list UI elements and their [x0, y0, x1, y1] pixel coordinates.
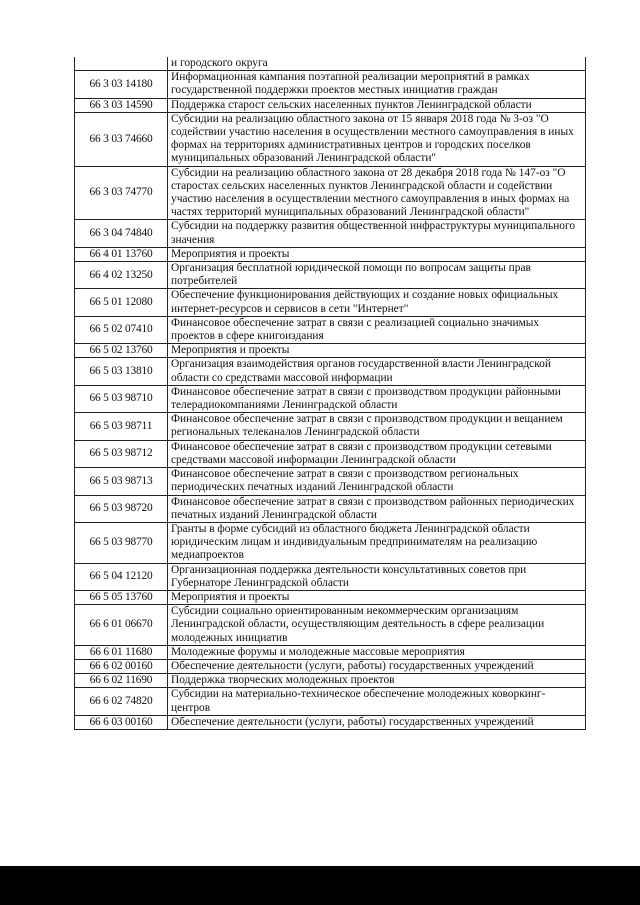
description-cell: Обеспечение деятельности (услуги, работы) государственных учреждений — [168, 659, 586, 673]
description-cell: Финансовое обеспечение затрат в связи с производством продукции сетевыми средствами массовой информации Ленинградской области — [168, 440, 586, 467]
description-cell: Поддержка творческих молодежных проектов — [168, 674, 586, 688]
description-cell: Мероприятия и проекты — [168, 590, 586, 604]
code-cell: 66 4 01 13760 — [75, 247, 168, 261]
table-row — [75, 385, 586, 412]
table-row — [75, 674, 586, 688]
table-row — [75, 413, 586, 440]
budget-codes-table — [74, 57, 586, 730]
code-cell: 66 5 01 12080 — [75, 289, 168, 316]
description-cell: Организация взаимодействия органов государственной власти Ленинградской области со средствами массовой информации — [168, 358, 586, 385]
description-cell: Финансовое обеспечение затрат в связи с производством районных периодических печатных изданий Ленинградской области — [168, 495, 586, 522]
code-cell: 66 4 02 13250 — [75, 262, 168, 289]
description-cell: Финансовое обеспечение затрат в связи с производством региональных периодических печатных изданий Ленинградской области — [168, 468, 586, 495]
code-cell: 66 5 05 13760 — [75, 590, 168, 604]
table-row — [75, 590, 586, 604]
code-cell: 66 6 01 11680 — [75, 645, 168, 659]
description-cell: Организация бесплатной юридической помощи по вопросам защиты прав потребителей — [168, 262, 586, 289]
description-cell: Субсидии на материально-техническое обеспечение молодежных коворкинг-центров — [168, 688, 586, 715]
code-cell: 66 5 03 98712 — [75, 440, 168, 467]
table-row — [75, 71, 586, 98]
description-cell: Гранты в форме субсидий из областного бюджета Ленинградской области юридическим лицам и индивидуальным предпринимателям на реализацию медиапроектов — [168, 522, 586, 563]
table-row — [75, 563, 586, 590]
description-cell: Обеспечение функционирования действующих и создание новых официальных интернет-ресурсов и сервисов в сети "Интернет" — [168, 289, 586, 316]
description-cell: Субсидии на реализацию областного закона от 28 декабря 2018 года № 147-оз "О старостах сельских населенных пунктов Ленинградской области и содействии участию населения в осуществлении местного самоуправления в иных формах на частях территорий муниципальных образований Ленинградской области" — [168, 166, 586, 220]
code-cell: 66 3 04 74840 — [75, 220, 168, 247]
code-cell: 66 5 03 98720 — [75, 495, 168, 522]
code-cell: 66 5 03 13810 — [75, 358, 168, 385]
description-cell: Обеспечение деятельности (услуги, работы) государственных учреждений — [168, 715, 586, 729]
description-cell: Субсидии на реализацию областного закона от 15 января 2018 года № 3-оз "О содействии участию населения в осуществлении местного самоуправления в иных формах на территориях административных центров и городских поселков муниципальных образований Ленинградской области" — [168, 112, 586, 166]
code-cell: 66 6 01 06670 — [75, 605, 168, 646]
description-cell: Финансовое обеспечение затрат в связи с производством продукции и вещанием региональных телеканалов Ленинградской области — [168, 413, 586, 440]
code-cell: 66 5 03 98711 — [75, 413, 168, 440]
description-cell: Мероприятия и проекты — [168, 247, 586, 261]
code-cell: 66 5 02 07410 — [75, 316, 168, 343]
code-cell: 66 5 03 98710 — [75, 385, 168, 412]
code-cell: 66 3 03 14590 — [75, 98, 168, 112]
description-cell: Поддержка старост сельских населенных пунктов Ленинградской области — [168, 98, 586, 112]
table-row — [75, 468, 586, 495]
code-cell: 66 5 02 13760 — [75, 344, 168, 358]
table-row — [75, 57, 586, 71]
description-cell: Молодежные форумы и молодежные массовые мероприятия — [168, 645, 586, 659]
description-cell: Организационная поддержка деятельности консультативных советов при Губернаторе Ленинградской области — [168, 563, 586, 590]
code-cell: 66 6 02 11690 — [75, 674, 168, 688]
table-row — [75, 98, 586, 112]
description-cell: Финансовое обеспечение затрат в связи с реализацией социально значимых проектов в сфере книгоиздания — [168, 316, 586, 343]
description-cell: и городского округа — [168, 57, 586, 71]
table-row — [75, 659, 586, 673]
table-row — [75, 645, 586, 659]
table-row — [75, 166, 586, 220]
table-row — [75, 522, 586, 563]
code-cell: 66 5 03 98713 — [75, 468, 168, 495]
table-row — [75, 262, 586, 289]
table-row — [75, 495, 586, 522]
description-cell: Субсидии на поддержку развития общественной инфраструктуры муниципального значения — [168, 220, 586, 247]
description-cell: Мероприятия и проекты — [168, 344, 586, 358]
code-cell: 66 6 02 74820 — [75, 688, 168, 715]
code-cell: 66 3 03 74660 — [75, 112, 168, 166]
table-row — [75, 316, 586, 343]
table-row — [75, 220, 586, 247]
scan-bottom-border — [0, 866, 640, 905]
code-cell: 66 5 03 98770 — [75, 522, 168, 563]
table-row — [75, 440, 586, 467]
code-cell: 66 6 02 00160 — [75, 659, 168, 673]
table-row — [75, 112, 586, 166]
table-row — [75, 688, 586, 715]
table-row — [75, 715, 586, 729]
code-cell: 66 6 03 00160 — [75, 715, 168, 729]
code-cell — [75, 57, 168, 71]
description-cell: Информационная кампания поэтапной реализации мероприятий в рамках государственной поддержки проектов местных инициатив граждан — [168, 71, 586, 98]
code-cell: 66 3 03 74770 — [75, 166, 168, 220]
table-row — [75, 605, 586, 646]
code-cell: 66 5 04 12120 — [75, 563, 168, 590]
table-row — [75, 358, 586, 385]
code-cell: 66 3 03 14180 — [75, 71, 168, 98]
description-cell: Субсидии социально ориентированным некоммерческим организациям Ленинградской области, осуществляющим деятельность в сфере реализации молодежных инициатив — [168, 605, 586, 646]
table-row — [75, 247, 586, 261]
table-row — [75, 344, 586, 358]
description-cell: Финансовое обеспечение затрат в связи с производством продукции районными телерадиокомпаниями Ленинградской области — [168, 385, 586, 412]
table-row — [75, 289, 586, 316]
